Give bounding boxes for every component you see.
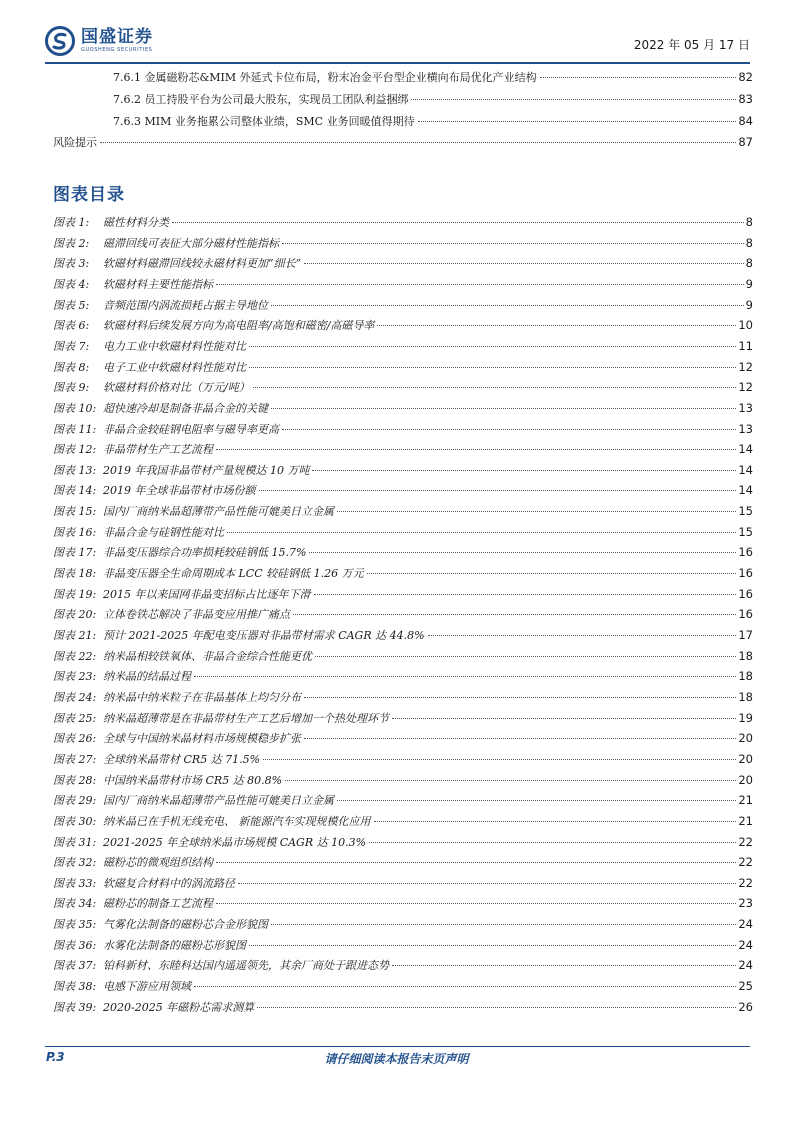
figure-page: 24	[738, 958, 753, 973]
figure-title: 电子工业中软磁材料性能对比	[103, 360, 246, 374]
footer-disclaimer: 请仔细阅读本报告末页声明	[324, 1052, 469, 1066]
figure-number: 图表 31:	[53, 835, 97, 849]
figure-number: 图表 3:	[53, 257, 90, 271]
figure-number: 图表 33:	[53, 876, 97, 890]
leader-dots	[369, 842, 736, 843]
figure-page: 24	[738, 937, 753, 952]
leader-dots	[257, 1007, 736, 1008]
leader-dots	[314, 594, 737, 595]
figure-title: 电感下游应用领域	[103, 980, 191, 993]
figure-entry[interactable]	[53, 586, 753, 602]
figure-page: 13	[738, 421, 753, 436]
leader-dots	[271, 408, 736, 409]
figure-number: 图表 4:	[53, 277, 90, 291]
figure-title: 非晶变压器综合功率损耗较硅钢低 15.7%	[103, 546, 307, 560]
leader-dots	[263, 759, 736, 760]
leader-dots	[392, 965, 736, 966]
figure-entry[interactable]	[53, 668, 753, 684]
figure-entry[interactable]	[53, 482, 753, 498]
figure-entry[interactable]	[53, 689, 753, 705]
leader-dots	[194, 986, 736, 987]
figure-page: 24	[738, 917, 753, 932]
toc-entry-page: 87	[738, 135, 753, 149]
toc-entry-page: 82	[738, 70, 753, 84]
figure-title: 纳米晶的结晶过程	[103, 670, 191, 684]
figure-number: 图表 35:	[53, 918, 97, 932]
figure-entry[interactable]	[53, 565, 753, 581]
figure-number: 图表 30:	[53, 814, 97, 828]
figure-title: 软磁材料主要性能指标	[103, 277, 213, 291]
figure-number: 图表 16:	[53, 525, 97, 539]
leader-dots	[540, 77, 737, 78]
leader-dots	[315, 656, 736, 657]
figure-entry[interactable]	[53, 648, 753, 664]
figure-title: 2019 年我国非晶带材产量规模达 10 万吨	[103, 463, 310, 477]
figure-entry[interactable]	[53, 854, 753, 870]
figure-title: 非晶带材生产工艺流程	[103, 443, 213, 457]
leader-dots	[377, 325, 736, 326]
figure-page: 16	[738, 607, 753, 622]
figure-page: 8	[745, 235, 753, 250]
figure-entry[interactable]	[53, 606, 753, 622]
page-header	[45, 22, 750, 60]
leader-dots	[259, 490, 737, 491]
figure-title: 国内厂商纳米晶超薄带产品性能可媲美日立金属	[103, 505, 334, 519]
figure-title: 全球与中国纳米晶材料市场规模稳步扩张	[103, 732, 301, 746]
leader-dots	[282, 243, 744, 244]
figure-number: 图表 17:	[53, 546, 97, 560]
figure-title: 软磁材料磁滞回线较永磁材料更加“细长”	[103, 257, 302, 271]
figure-title: 2015 年以来国网非晶变招标占比逐年下滑	[103, 587, 311, 601]
figure-entry[interactable]	[53, 895, 753, 911]
figure-number: 图表 19:	[53, 587, 97, 601]
figure-entry[interactable]	[53, 937, 753, 953]
page-number: P.3	[46, 1050, 65, 1064]
figure-number: 图表 7:	[53, 339, 90, 353]
figure-entry[interactable]	[53, 400, 753, 416]
leader-dots	[253, 387, 737, 388]
figure-page: 15	[738, 524, 753, 539]
figure-page: 9	[745, 276, 753, 291]
figure-title: 铂科新材、东睦科达国内遥遥领先，其余厂商处于跟进态势	[103, 959, 389, 973]
figure-page: 14	[738, 483, 753, 498]
leader-dots	[172, 222, 744, 223]
logo-icon	[45, 26, 75, 56]
company-logo	[45, 22, 153, 60]
figure-number: 图表 26:	[53, 732, 97, 746]
leader-dots	[249, 367, 736, 368]
figure-number: 图表 13:	[53, 463, 97, 477]
leader-dots	[337, 800, 736, 801]
leader-dots	[238, 883, 736, 884]
figure-page: 22	[738, 875, 753, 890]
figure-title: 2019 年全球非晶带材市场份额	[103, 484, 256, 498]
figure-number: 图表 10:	[53, 401, 97, 415]
leader-dots	[271, 924, 736, 925]
figure-title: 立体卷铁芯解决了非晶变应用推广痛点	[103, 608, 290, 622]
figure-title: 非晶合金与硅钢性能对比	[103, 525, 224, 539]
figure-title: 非晶合金较硅钢电阻率与磁导率更高	[103, 422, 279, 436]
toc-entry-page: 83	[738, 92, 753, 106]
figure-page: 26	[738, 999, 753, 1014]
figure-page: 22	[738, 834, 753, 849]
toc-entry-label: 风险提示	[53, 136, 97, 149]
figure-number: 图表 36:	[53, 938, 97, 952]
footer-divider	[45, 1046, 750, 1047]
figure-title: 软磁材料后续发展方向为高电阻率/高饱和磁密/高磁导率	[103, 319, 375, 333]
figure-number: 图表 32:	[53, 856, 97, 870]
figure-entry[interactable]	[53, 255, 753, 271]
figure-number: 图表 27:	[53, 752, 97, 766]
figure-page: 16	[738, 566, 753, 580]
figure-page: 9	[745, 297, 753, 312]
figure-entry[interactable]	[53, 978, 753, 994]
report-date: 2022 年 05 月 17 日	[633, 38, 750, 52]
leader-dots	[249, 346, 736, 347]
figure-page: 20	[738, 751, 753, 766]
figure-entry[interactable]	[53, 359, 753, 375]
figure-page: 22	[738, 855, 753, 870]
figure-entry[interactable]	[53, 751, 753, 767]
figure-entry[interactable]	[53, 627, 753, 643]
figure-title: 纳米晶已在手机无线充电、 新能源汽车实现规模化应用	[103, 814, 371, 828]
figure-title: 磁滞回线可表征大部分磁材性能指标	[103, 236, 279, 250]
figure-number: 图表 9:	[53, 381, 90, 395]
figure-number: 图表 25:	[53, 711, 97, 725]
figure-title: 气雾化法制备的磁粉芯合金形貌图	[103, 918, 268, 932]
figure-page: 12	[738, 359, 753, 374]
figure-title: 纳米晶中纳米粒子在非晶基体上均匀分布	[103, 691, 301, 704]
leader-dots	[216, 449, 736, 450]
leader-dots	[304, 263, 743, 264]
leader-dots	[374, 821, 737, 822]
figure-page: 20	[738, 731, 753, 746]
leader-dots	[304, 738, 736, 739]
leader-dots	[227, 532, 736, 533]
figure-number: 图表 11:	[53, 422, 97, 436]
figure-number: 图表 37:	[53, 959, 97, 973]
figure-page: 25	[738, 979, 753, 993]
figure-entry[interactable]	[53, 999, 753, 1015]
figure-number: 图表 12:	[53, 443, 97, 457]
figure-number: 图表 24:	[53, 691, 97, 704]
leader-dots	[367, 573, 737, 574]
figure-number: 图表 38:	[53, 980, 97, 993]
figure-title: 磁性材料分类	[103, 216, 169, 229]
figure-title: 国内厂商纳米晶超薄带产品性能可媲美日立金属	[103, 794, 334, 808]
figure-title: 超快速冷却是制备非晶合金的关键	[103, 401, 268, 415]
leader-dots	[216, 284, 744, 285]
figure-entry[interactable]	[53, 730, 753, 746]
figure-entry[interactable]	[53, 235, 753, 251]
figure-list-title: 图表目录	[53, 185, 125, 205]
leader-dots	[100, 142, 736, 143]
figure-page: 17	[738, 628, 753, 642]
figure-title: 磁粉芯的制备工艺流程	[103, 897, 213, 911]
figure-entry[interactable]	[53, 524, 753, 540]
toc-entry-label: 7.6.2 员工持股平台为公司最大股东，实现员工团队利益捆绑	[113, 93, 409, 106]
figure-page: 16	[738, 545, 753, 560]
figure-title: 全球纳米晶带材 CR5 达 71.5%	[103, 752, 261, 766]
header-divider	[45, 62, 750, 64]
leader-dots	[304, 697, 736, 698]
leader-dots	[194, 676, 736, 677]
figure-page: 8	[745, 256, 753, 271]
figure-entry[interactable]	[53, 297, 753, 313]
figure-number: 图表 21:	[53, 629, 97, 642]
logo-text-cn: 国盛证券	[81, 27, 153, 47]
figure-title: 软磁材料价格对比（万元/吨）	[103, 381, 250, 395]
figure-page: 8	[745, 215, 753, 229]
figure-number: 图表 6:	[53, 319, 90, 333]
figure-page: 20	[738, 772, 753, 787]
figure-number: 图表 14:	[53, 484, 97, 498]
toc-entry[interactable]	[113, 113, 753, 129]
figure-title: 中国纳米晶带材市场 CR5 达 80.8%	[103, 773, 283, 787]
figure-entry[interactable]	[53, 379, 753, 395]
figure-page: 23	[738, 896, 753, 911]
figure-entry[interactable]	[53, 276, 753, 292]
figure-entry[interactable]	[53, 792, 753, 808]
figure-entry[interactable]	[53, 916, 753, 932]
figure-entry[interactable]	[53, 544, 753, 560]
figure-page: 11	[738, 338, 753, 353]
figure-title: 磁粉芯的微观组织结构	[103, 856, 213, 870]
figure-entry[interactable]	[53, 338, 753, 354]
toc-entry-page: 84	[738, 114, 753, 128]
leader-dots	[249, 945, 736, 946]
leader-dots	[216, 862, 736, 863]
figure-entry[interactable]	[53, 813, 753, 829]
leader-dots	[216, 903, 736, 904]
toc-entry-label: 7.6.1 金属磁粉芯&MIM 外延式卡位布局，粉末冶金平台型企业横向布局优化产业结构	[113, 71, 537, 84]
leader-dots	[271, 305, 744, 306]
logo-text-en: GUOSHENG SECURITIES	[81, 47, 153, 53]
figure-entry[interactable]	[53, 421, 753, 437]
leader-dots	[293, 614, 736, 615]
figure-title: 2020-2025 年磁粉芯需求测算	[103, 1000, 255, 1014]
figure-number: 图表 1:	[53, 216, 90, 229]
figure-title: 软磁复合材料中的涡流路径	[103, 876, 235, 890]
leader-dots	[309, 552, 736, 553]
figure-entry[interactable]	[53, 834, 753, 850]
figure-number: 图表 8:	[53, 360, 90, 374]
figure-page: 14	[738, 462, 753, 477]
figure-entry[interactable]	[53, 317, 753, 333]
figure-page: 18	[738, 648, 753, 663]
figure-title: 非晶变压器全生命周期成本 LCC 较硅钢低 1.26 万元	[103, 567, 364, 580]
figure-page: 18	[738, 690, 753, 704]
figure-page: 15	[738, 504, 753, 519]
leader-dots	[282, 429, 736, 430]
figure-title: 纳米晶超薄带是在非晶带材生产工艺后增加一个热处理环节	[103, 711, 389, 725]
figure-entry[interactable]	[53, 503, 753, 519]
figure-page: 13	[738, 400, 753, 415]
figure-title: 2021-2025 年全球纳米晶市场规模 CAGR 达 10.3%	[103, 835, 367, 849]
leader-dots	[285, 780, 736, 781]
figure-entry[interactable]	[53, 875, 753, 891]
figure-number: 图表 20:	[53, 608, 97, 622]
figure-entry[interactable]	[53, 772, 753, 788]
figure-number: 图表 29:	[53, 794, 97, 808]
figure-entry[interactable]	[53, 214, 753, 230]
figure-number: 图表 34:	[53, 897, 97, 911]
figure-page: 12	[738, 380, 753, 395]
leader-dots	[411, 99, 736, 100]
figure-title: 纳米晶相较铁氧体、非晶合金综合性能更优	[103, 649, 312, 663]
figure-page: 21	[738, 813, 753, 828]
leader-dots	[312, 470, 736, 471]
leader-dots	[337, 511, 736, 512]
figure-number: 图表 2:	[53, 236, 90, 250]
leader-dots	[428, 635, 737, 636]
figure-number: 图表 18:	[53, 567, 97, 580]
figure-page: 16	[738, 586, 753, 601]
figure-entry[interactable]	[53, 462, 753, 478]
figure-page: 18	[738, 669, 753, 684]
figure-number: 图表 15:	[53, 505, 97, 519]
leader-dots	[392, 718, 736, 719]
toc-entry[interactable]	[113, 69, 753, 85]
figure-page: 10	[738, 318, 753, 333]
toc-entry[interactable]	[113, 91, 753, 107]
figure-number: 图表 5:	[53, 298, 90, 312]
toc-entry-label: 7.6.3 MIM 业务拖累公司整体业绩，SMC 业务回暖值得期待	[113, 115, 415, 128]
figure-title: 电力工业中软磁材料性能对比	[103, 339, 246, 353]
leader-dots	[418, 121, 737, 122]
toc-entry[interactable]	[53, 134, 753, 150]
figure-title: 预计 2021-2025 年配电变压器对非晶带材需求 CAGR 达 44.8%	[103, 629, 425, 642]
figure-page: 21	[738, 793, 753, 808]
figure-title: 音频范围内涡流损耗占据主导地位	[103, 298, 268, 312]
figure-page: 14	[738, 442, 753, 457]
figure-number: 图表 28:	[53, 773, 97, 787]
figure-number: 图表 23:	[53, 670, 97, 684]
figure-number: 图表 39:	[53, 1000, 97, 1014]
figure-entry[interactable]	[53, 710, 753, 726]
figure-number: 图表 22:	[53, 649, 97, 663]
figure-page: 19	[738, 710, 753, 725]
figure-title: 水雾化法制备的磁粉芯形貌图	[103, 938, 246, 952]
figure-entry[interactable]	[53, 441, 753, 457]
figure-entry[interactable]	[53, 957, 753, 973]
